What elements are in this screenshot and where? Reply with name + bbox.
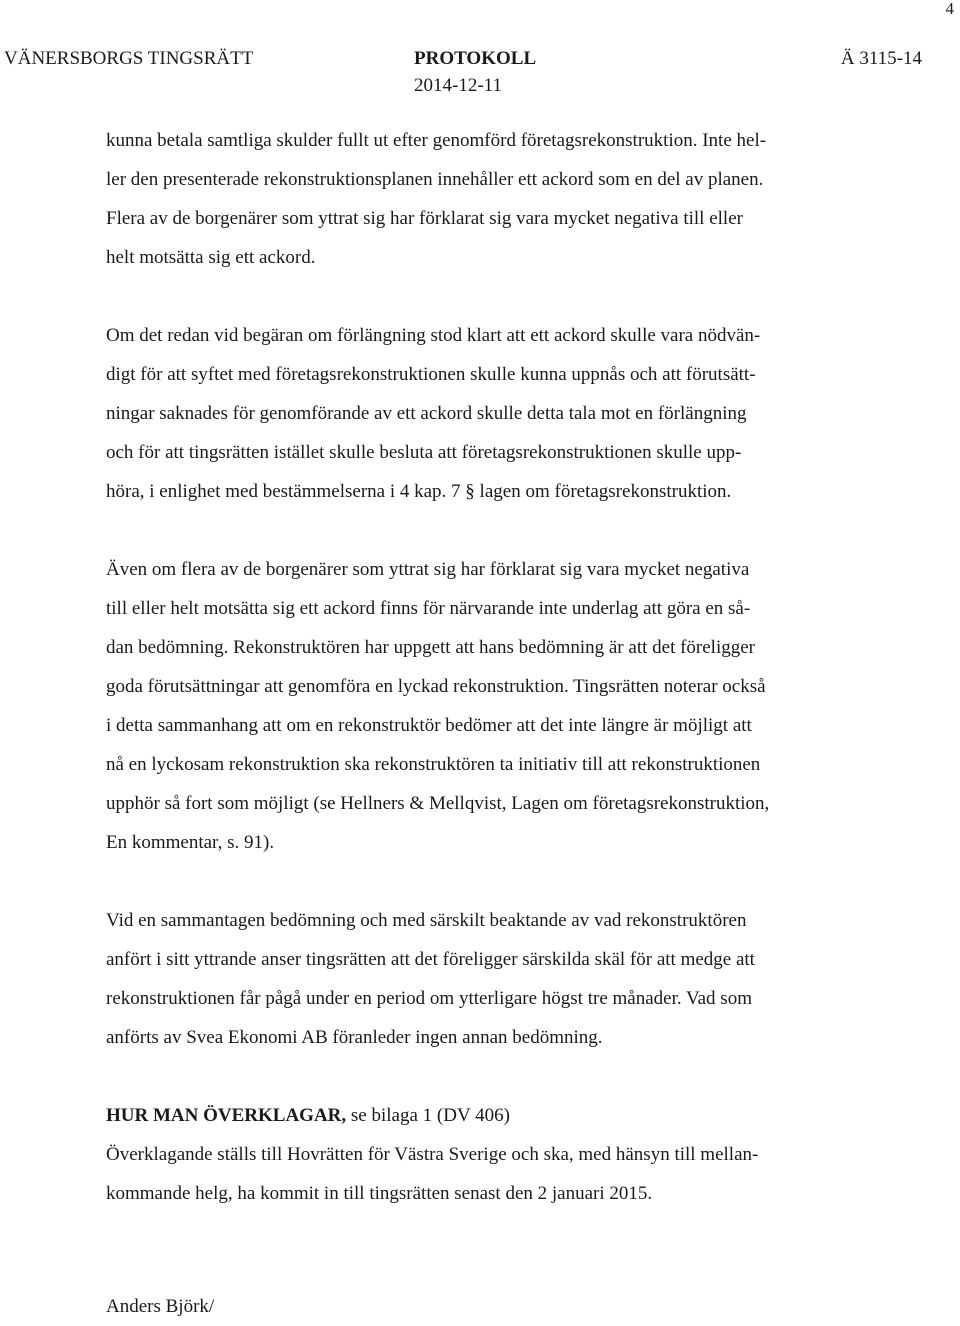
- paragraph-3: Även om flera av de borgenärer som yttrat sig har förklarat sig vara mycket negativa till eller helt motsätta sig ett ackord finns för närvarande inte underlag att göra en så- dan bedömning. Rekonstruktören har uppgett att hans bedömning är att det föreligger goda förutsättningar att genomföra en lyckad rekonstruktion. Tingsrätten noterar också i detta sammanhang att om en rekonstruktör bedömer att det inte längre är möjligt att nå en lyckosam rekonstruktion ska rekonstruktören ta initiativ till att rekonstruktionen upphör så fort som möjligt (se Hellners & Mellqvist, Lagen om företagsrekonstruktion, En kommentar, s. 91).: [106, 559, 770, 853]
- appeal-heading: HUR MAN ÖVERKLAGAR,: [106, 1105, 347, 1126]
- paragraph-spacer: [106, 862, 896, 901]
- case-number: Ä 3115-14: [840, 48, 922, 69]
- appeal-text: Överklagande ställs till Hovrätten för Västra Sverige och ska, med hänsyn till mellan- kommande helg, ha kommit in till tingsrätten senast den 2 januari 2015.: [106, 1144, 759, 1204]
- document-type: PROTOKOLL: [414, 48, 537, 69]
- signature: Anders Björk/: [106, 1296, 215, 1317]
- appeal-heading-line: [106, 1096, 896, 1135]
- document-date: 2014-12-11: [414, 75, 502, 96]
- appeal-heading-suffix: se bilaga 1 (DV 406): [346, 1105, 510, 1126]
- paragraph-2: Om det redan vid begäran om förlängning stod klart att ett ackord skulle vara nödvän- digt för att syftet med företagsrekonstruktionen skulle kunna uppnås och att förutsätt- ningar saknades för genomförande av ett ackord skulle detta tala mot en förlängning och för att tingsrätten istället skulle besluta att företagsrekonstruktionen skulle upp- höra, i enlighet med bestämmelserna i 4 kap. 7 § lagen om företagsrekonstruktion.: [106, 325, 761, 502]
- document-header: [4, 48, 922, 98]
- page-number: 4: [945, 0, 954, 18]
- court-name: VÄNERSBORGS TINGSRÄTT: [4, 48, 254, 69]
- paragraph-1: kunna betala samtliga skulder fullt ut efter genomförd företagsrekonstruktion. Inte hel- ler den presenterade rekonstruktionsplanen innehåller ett ackord som en del av planen. Flera av de borgenärer som yttrat sig har förklarat sig vara mycket negativa till eller helt motsätta sig ett ackord.: [106, 130, 767, 268]
- paragraph-spacer: [106, 511, 896, 550]
- paragraph-spacer: [106, 277, 896, 316]
- paragraph-spacer: [106, 1057, 896, 1096]
- paragraph-4: Vid en sammantagen bedömning och med särskilt beaktande av vad rekonstruktören anfört i sitt yttrande anser tingsrätten att det föreligger särskilda skäl för att medge att rekonstruktionen får pågå under en period om ytterligare högst tre månader. Vad som anförts av Svea Ekonomi AB föranleder ingen annan bedömning.: [106, 910, 755, 1048]
- document-body: [106, 121, 896, 1213]
